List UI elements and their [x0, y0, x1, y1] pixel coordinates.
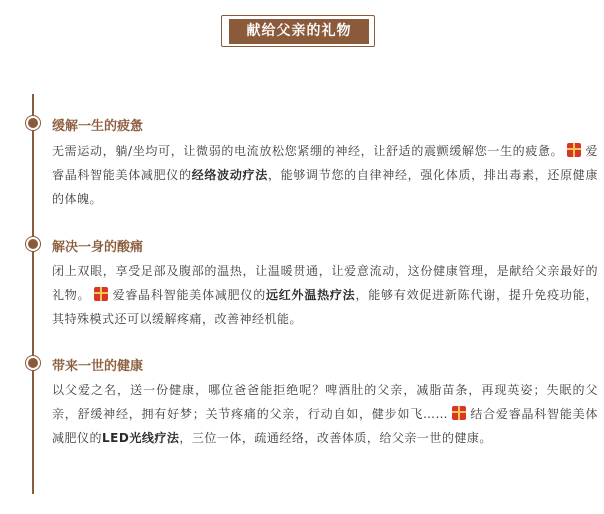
brand-text: 爱睿晶科智能美体减肥仪的 [112, 288, 266, 302]
therapy-name: 经络波动疗法 [191, 168, 268, 182]
section-marker-icon [26, 356, 40, 370]
page-title: 献给父亲的礼物 [229, 19, 369, 44]
section-title-1: 缓解一生的疲惫 [52, 119, 144, 134]
section-paragraph-2 [52, 259, 598, 331]
gift-icon [452, 406, 466, 420]
paragraph-text: ，能够调节您的自律神经，强化体质，排出毒素，还原健康的体魄。 [52, 168, 598, 206]
gift-icon [94, 287, 108, 301]
page-title-banner [217, 11, 381, 51]
section-paragraph-3 [52, 378, 598, 450]
gift-icon [567, 143, 581, 157]
paragraph-text: ，能够有效促进新陈代谢，提升免疫功能，其特殊模式还可以缓解疼痛，改善神经机能。 [52, 288, 598, 326]
paragraph-text: ，三位一体，疏通经络，改善体质，给父亲一世的健康。 [179, 431, 492, 445]
paragraph-text: 以父爱之名，送一份健康，哪位爸爸能拒绝呢？啤酒肚的父亲，减脂苗条，再现英姿；失眠的父亲，舒缓神经，拥有好梦；关节疼痛的父亲，行动自如，健步如飞…… [52, 383, 598, 421]
timeline-line [32, 94, 34, 494]
section-paragraph-1 [52, 139, 598, 211]
section-marker-icon [26, 237, 40, 251]
section-title-3: 带来一世的健康 [52, 359, 144, 374]
section-title-2: 解决一身的酸痛 [52, 240, 144, 255]
paragraph-text: 无需运动，躺/坐均可，让微弱的电流放松您紧绷的神经，让舒适的震颤缓解您一生的疲惫。 [52, 144, 564, 158]
brand-text: 结合爱睿晶科智能美体减肥仪的 [52, 407, 598, 445]
section-marker-icon [26, 116, 40, 130]
paragraph-text: 闭上双眼，享受足部及腹部的温热，让温暖贯通，让爱意流动，这份健康管理，是献给父亲最好的礼物。 [52, 264, 598, 302]
therapy-name: LED光线疗法 [102, 431, 180, 445]
therapy-name: 远红外温热疗法 [265, 288, 356, 302]
brand-text: 爱睿晶科智能美体减肥仪的 [52, 144, 598, 182]
